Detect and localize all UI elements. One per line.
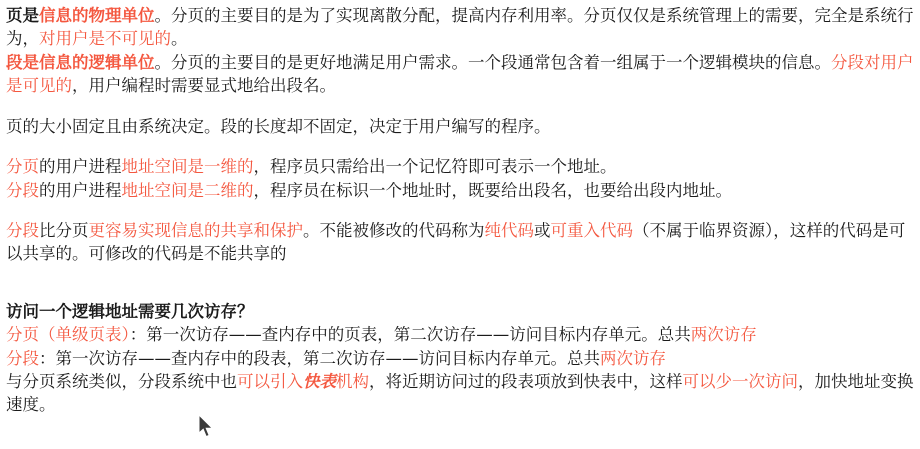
text-run: 可见的: [22, 76, 72, 96]
paragraph: [6, 370, 914, 417]
paragraph-spacer: [6, 202, 914, 219]
paragraph: [6, 179, 914, 202]
text-run: 分段: [6, 220, 39, 240]
text-run: 可以少一次访问: [682, 372, 798, 392]
text-run: 或: [534, 220, 551, 240]
text-run: ，将近期访问过的段表项放到快表中，这样: [369, 372, 683, 392]
text-run: ：第一次访存——查内存中的页表，第二次访存——访问目标内存单元。总共: [129, 325, 691, 345]
paragraph: [6, 4, 914, 51]
paragraph: [6, 219, 914, 266]
text-run: 纯代码: [484, 220, 534, 240]
text-run: 两次访存: [690, 325, 757, 345]
text-run: 。: [171, 29, 188, 49]
text-run: 更容易实现信息的共享和保护: [88, 220, 303, 240]
text-run: 的用户进程: [39, 157, 122, 177]
text-run: 分段: [6, 348, 39, 368]
paragraph-spacer: [6, 283, 914, 300]
text-run: 分段: [6, 180, 39, 200]
text-run: 。不能被修改的代码称为: [303, 220, 485, 240]
text-run: 快表: [303, 372, 336, 392]
paragraph: [6, 347, 914, 370]
text-run: 段是: [6, 52, 39, 72]
text-run: ，加快地址变换速度。: [6, 372, 914, 415]
text-run: 两次访存: [600, 348, 666, 368]
text-run: 可重入代码: [550, 220, 633, 240]
text-run: 地址空间是一维的: [121, 157, 254, 177]
paragraph-spacer: [6, 266, 914, 283]
text-run: 可以引入: [237, 372, 303, 392]
text-run: 分页（单级页表）: [6, 325, 130, 345]
text-run: ，程序员在标识一个地址时，既要给出段名，也要给出段内地址。: [253, 180, 732, 200]
paragraph: [6, 155, 914, 178]
paragraph: [6, 115, 914, 138]
text-run: 的用户进程: [39, 180, 122, 200]
text-run: 信息的逻辑单位: [39, 52, 155, 72]
text-run: 。分页的主要目的是更好地满足用户需求。一个段通常包含着一组属于一个逻辑模块的信息。: [154, 52, 831, 72]
text-run: （不属于临界资源），这样的代码是可以共享的。可修改的代码是不能共享的: [6, 220, 906, 264]
paragraph-spacer: [6, 138, 914, 155]
text-run: 分页: [6, 157, 39, 177]
text-run: ，用户编程时需要显式地给出段名。: [72, 76, 336, 96]
paragraph: [6, 51, 914, 98]
text-run: 信息的物理单位: [39, 6, 155, 25]
text-run: ：第一次访存——查内存中的段表，第二次访存——访问目标内存单元。总共: [39, 348, 600, 368]
text-run: 对用户是不可见的: [39, 29, 171, 49]
text-run: ，程序员只需给出一个记忆符即可表示一个地址。: [253, 157, 617, 177]
paragraph-spacer: [6, 98, 914, 115]
text-run: 地址空间是二维的: [121, 180, 254, 200]
document-body: [6, 4, 914, 417]
paragraph: [6, 323, 914, 346]
text-run: 比分页: [39, 220, 89, 240]
text-run: 分段对用户是: [6, 52, 914, 96]
paragraph: [6, 300, 914, 323]
text-run: 页的大小固定且由系统决定。段的长度却不固定，决定于用户编写的程序。: [6, 116, 551, 136]
text-run: 访问一个逻辑地址需要几次访存？: [6, 301, 254, 321]
text-run: 页是: [6, 6, 39, 25]
text-run: 。分页的主要目的是为了实现离散分配，提高内存利用率。分页仅仅是系统管理上的需要，完全是系统行为，: [6, 6, 914, 49]
text-run: 机构: [336, 372, 369, 392]
text-run: 与分页系统类似，分段系统中也: [6, 372, 237, 392]
